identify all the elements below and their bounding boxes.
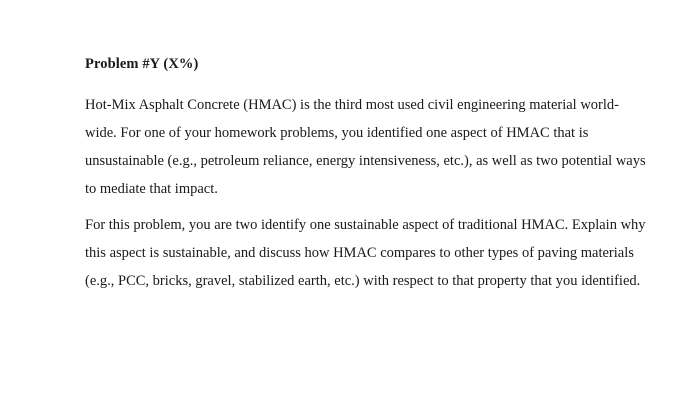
document-body: [85, 56, 675, 303]
paragraph-line: to mediate that impact.: [85, 181, 218, 197]
paragraph-line: (e.g., PCC, bricks, gravel, stabilized earth, etc.) with respect to that property that you identified.: [85, 273, 641, 289]
paragraph-line: For this problem, you are two identify one sustainable aspect of traditional HMAC. Explain why: [85, 217, 646, 233]
paragraph-line: this aspect is sustainable, and discuss how HMAC compares to other types of paving materials: [85, 245, 634, 261]
paragraph-line: wide. For one of your homework problems, you identified one aspect of HMAC that is: [85, 125, 589, 141]
problem-title: Problem #Y (X%): [85, 56, 199, 72]
paragraph-line: unsustainable (e.g., petroleum reliance, energy intensiveness, etc.), as well as two potential ways: [85, 153, 646, 169]
paragraph-line: Hot-Mix Asphalt Concrete (HMAC) is the third most used civil engineering material world-: [85, 97, 619, 113]
paragraph-intro: [85, 91, 675, 203]
paragraph-task: [85, 211, 675, 295]
